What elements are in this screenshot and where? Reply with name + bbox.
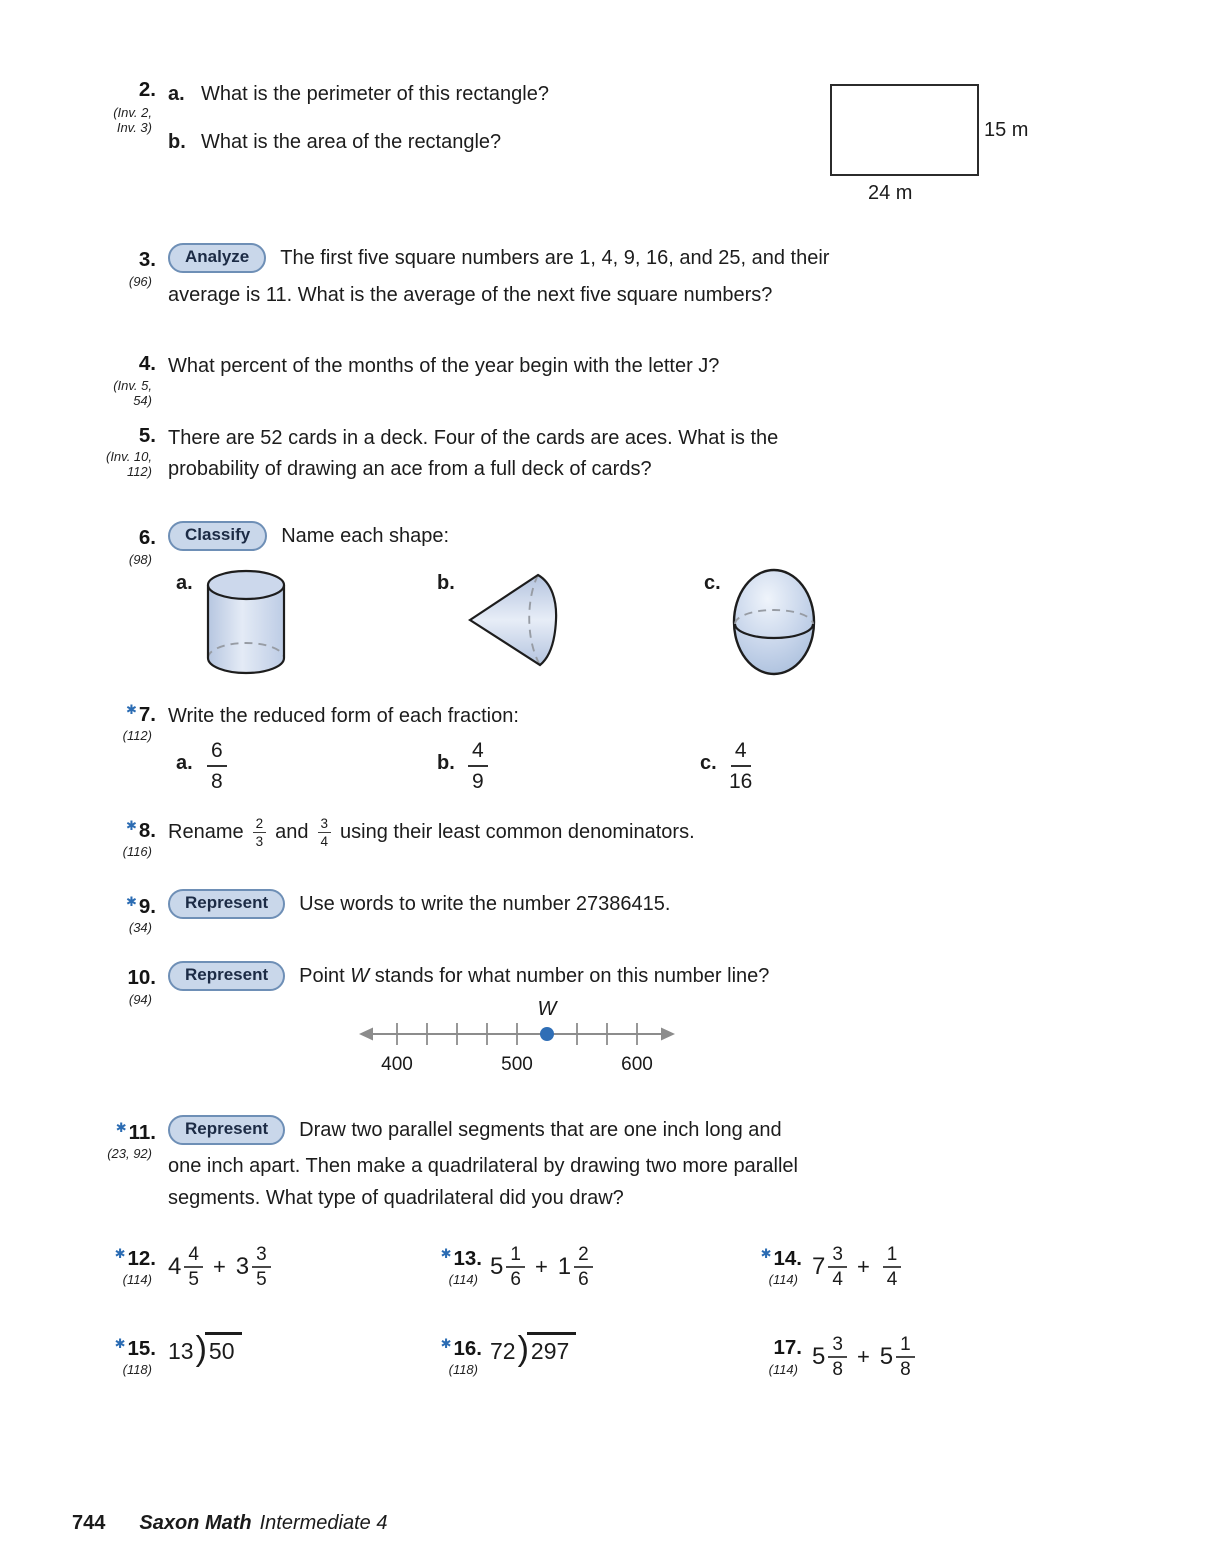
numerator: 4 [184, 1244, 203, 1268]
fraction-6-8 [207, 738, 227, 794]
problem-number-text: 6. [138, 526, 156, 549]
reference-line: (Inv. 2, [113, 105, 152, 120]
problem-5-reference [60, 449, 152, 479]
problem-text: using their least common denominators. [340, 821, 695, 843]
problem-number-text: 16. [453, 1337, 482, 1360]
problem-12-reference [60, 1272, 152, 1287]
problem-number-text: 5. [138, 424, 156, 447]
fraction-4-16 [729, 738, 752, 794]
part-label: b. [168, 131, 186, 153]
denominator: 8 [832, 1359, 843, 1380]
problem-text: one inch apart. Then make a quadrilateral by drawing two more parallel [168, 1155, 798, 1177]
cone-figure [468, 571, 558, 669]
reference-line: (98) [128, 552, 152, 567]
new-concept-asterisk: ✱ [440, 1336, 452, 1351]
rectangle-height-label: 15 m [984, 119, 1029, 141]
reference-line: (118) [122, 1362, 152, 1377]
division-bracket: ) [195, 1330, 207, 1368]
divisor: 13 [168, 1338, 194, 1364]
problem-6-reference [60, 552, 152, 567]
part-label: b. [437, 752, 455, 774]
problem-6-first-line [168, 521, 449, 551]
cylinder-figure [206, 568, 286, 676]
problem-17-expression [812, 1328, 915, 1386]
numerator: 3 [828, 1244, 847, 1268]
division-bracket: ) [517, 1330, 529, 1368]
whole-number: 4 [168, 1253, 182, 1280]
problem-text: There are 52 cards in a deck. Four of the cards are aces. What is the [168, 427, 779, 449]
reference-line: (118) [448, 1362, 478, 1377]
reference-line: Inv. 3) [116, 120, 152, 135]
problem-11-reference [60, 1146, 152, 1161]
mixed-number [168, 1244, 203, 1290]
numerator: 4 [731, 738, 751, 767]
problem-text: average is 11. What is the average of the next five square numbers? [168, 284, 773, 306]
fraction [506, 1244, 525, 1290]
new-concept-asterisk: ✱ [115, 1120, 127, 1135]
reference-line: 54) [133, 393, 152, 408]
whole-number: 5 [490, 1253, 504, 1280]
numerator: 3 [318, 816, 332, 833]
reference-line: (114) [448, 1272, 478, 1287]
denominator: 4 [832, 1269, 843, 1290]
problem-text: probability of drawing an ace from a full deck of cards? [168, 458, 652, 480]
problem-number-text: 14. [773, 1247, 802, 1270]
problem-text: Name each shape: [281, 525, 450, 547]
fraction [828, 1334, 847, 1380]
numerator: 2 [574, 1244, 593, 1268]
denominator: 5 [256, 1269, 267, 1290]
reference-line: (94) [128, 992, 152, 1007]
problem-2-number [60, 78, 156, 102]
problem-12-number [60, 1246, 156, 1271]
problem-17-number [706, 1336, 802, 1360]
whole-number: 1 [557, 1253, 572, 1280]
problem-text [299, 962, 769, 990]
rectangle-figure [830, 84, 979, 176]
page-footer [72, 1512, 387, 1535]
problem-10-reference [60, 992, 152, 1007]
book-title: Saxon Math [139, 1512, 252, 1534]
reference-line: (34) [128, 920, 152, 935]
problem-number-text: 4. [138, 352, 156, 375]
problem-7-number [60, 702, 156, 727]
problem-10-number [60, 966, 156, 990]
problem-11-number [60, 1120, 156, 1145]
fraction [252, 1244, 271, 1290]
problem-3-number [60, 248, 156, 272]
denominator: 5 [188, 1269, 199, 1290]
problem-7-reference [60, 728, 152, 743]
denominator: 6 [510, 1269, 521, 1290]
problem-8-number [60, 818, 156, 843]
fraction [574, 1244, 593, 1290]
numerator: 6 [207, 738, 227, 767]
sphere-figure [731, 567, 817, 677]
problem-14-expression [812, 1238, 901, 1296]
problem-13-reference [386, 1272, 478, 1287]
text-segment: Point [299, 965, 351, 987]
part-label: a. [176, 752, 193, 774]
numerator: 1 [883, 1244, 902, 1268]
problem-text: What is the area of the rectangle? [201, 131, 502, 153]
text-segment: stands for what number on this number line? [369, 965, 770, 987]
problem-text: Rename [168, 821, 244, 843]
problem-10-first-line [168, 961, 769, 991]
number-line-figure [357, 1000, 677, 1078]
fraction [184, 1244, 203, 1290]
problem-number-text: 11. [128, 1121, 156, 1144]
problem-16-number [386, 1336, 482, 1361]
problem-number-text: 10. [127, 966, 156, 989]
reference-line: (96) [128, 274, 152, 289]
fraction [828, 1244, 847, 1290]
reference-line: (23, 92) [107, 1146, 152, 1161]
problem-number-text: 13. [453, 1247, 482, 1270]
problem-4-reference [60, 378, 152, 408]
analyze-badge: Analyze [168, 243, 266, 273]
denominator: 4 [886, 1269, 898, 1290]
problem-number-text: 8. [138, 819, 156, 842]
problem-number-text: 3. [138, 248, 156, 271]
numerator: 3 [252, 1244, 271, 1268]
problem-3-first-line [168, 243, 829, 273]
part-label: a. [176, 572, 193, 594]
problem-number-text: 12. [127, 1247, 156, 1270]
problem-16-long-division [490, 1332, 576, 1366]
numerator: 4 [468, 738, 488, 767]
problem-9-number [60, 894, 156, 919]
new-concept-asterisk: ✱ [125, 818, 137, 833]
problem-text: What is the perimeter of this rectangle? [201, 83, 549, 105]
problem-12-expression [168, 1238, 271, 1296]
tick-label: 600 [621, 1054, 653, 1075]
mixed-number [812, 1244, 847, 1290]
problem-number-text: 2. [138, 78, 156, 101]
whole-number: 5 [812, 1343, 826, 1370]
numerator: 3 [828, 1334, 847, 1358]
new-concept-asterisk: ✱ [114, 1246, 126, 1261]
denominator: 4 [320, 833, 329, 849]
problem-15-number [60, 1336, 156, 1361]
problem-text: Draw two parallel segments that are one inch long and [299, 1119, 782, 1141]
plus-operator: + [212, 1254, 226, 1279]
part-label: a. [168, 83, 185, 105]
reference-line: (114) [768, 1272, 798, 1287]
mixed-number [880, 1334, 915, 1380]
problem-13-expression [490, 1238, 593, 1296]
tick-label: 400 [381, 1054, 413, 1075]
problem-text: The first five square numbers are 1, 4, 9, 16, and 25, and their [280, 247, 830, 269]
reference-line: (116) [122, 844, 152, 859]
problem-4-number [60, 352, 156, 376]
problem-text: Write the reduced form of each fraction: [168, 705, 519, 727]
problem-9-reference [60, 920, 152, 935]
problem-11-first-line [168, 1115, 782, 1145]
problem-3-reference [60, 274, 152, 289]
problem-16-reference [386, 1362, 478, 1377]
problem-number-text: 15. [127, 1337, 156, 1360]
problem-number-text: 9. [138, 895, 156, 918]
problem-5-number [60, 424, 156, 448]
denominator: 3 [255, 833, 264, 849]
new-concept-asterisk: ✱ [125, 894, 137, 909]
problem-15-long-division [168, 1332, 242, 1366]
mixed-number [236, 1244, 271, 1290]
tick-label: 500 [501, 1054, 533, 1075]
problem-2b [168, 128, 501, 156]
problem-number-text: 17. [773, 1336, 802, 1359]
problem-text: Use words to write the number 27386415. [299, 893, 671, 915]
new-concept-asterisk: ✱ [440, 1246, 452, 1261]
divisor: 72 [490, 1338, 516, 1364]
problem-13-number [386, 1246, 482, 1271]
reference-line: (Inv. 10, [105, 449, 152, 464]
denominator: 8 [900, 1359, 911, 1380]
denominator: 6 [578, 1269, 589, 1290]
problem-9-first-line [168, 889, 670, 919]
problem-text: What percent of the months of the year begin with the letter J? [168, 355, 720, 377]
reference-line: (112) [122, 728, 152, 743]
fraction-3-4 [318, 816, 332, 849]
denominator: 8 [211, 770, 223, 793]
mixed-number [812, 1334, 847, 1380]
numerator: 2 [253, 816, 267, 833]
problem-17-reference [706, 1362, 798, 1377]
fraction-2-3 [253, 816, 267, 849]
problem-text: and [275, 821, 309, 843]
part-label: b. [437, 572, 455, 594]
numerator: 1 [896, 1334, 915, 1358]
problem-number-text: 7. [138, 703, 156, 726]
mixed-number [558, 1244, 593, 1290]
plus-operator: + [856, 1344, 870, 1369]
problem-15-reference [60, 1362, 152, 1377]
numerator: 1 [506, 1244, 525, 1268]
fraction-4-9 [468, 738, 488, 794]
fraction [883, 1244, 902, 1290]
denominator: 9 [472, 770, 484, 793]
fraction [896, 1334, 915, 1380]
represent-badge: Represent [168, 889, 285, 919]
new-concept-asterisk: ✱ [125, 702, 137, 717]
reference-line: (114) [122, 1272, 152, 1287]
represent-badge: Represent [168, 1115, 285, 1145]
dividend: 297 [527, 1332, 576, 1364]
book-subtitle: Intermediate 4 [259, 1512, 388, 1534]
plus-operator: + [534, 1254, 548, 1279]
reference-line: (Inv. 5, [113, 378, 152, 393]
whole-number: 5 [879, 1343, 894, 1370]
point-w-label: W [537, 1000, 557, 1020]
rectangle-width-label: 24 m [868, 182, 913, 204]
dividend: 50 [205, 1332, 242, 1364]
point-w-dot [540, 1027, 554, 1041]
new-concept-asterisk: ✱ [760, 1246, 772, 1261]
mixed-number [490, 1244, 525, 1290]
whole-number: 3 [235, 1253, 250, 1280]
denominator: 16 [729, 770, 753, 793]
represent-badge: Represent [168, 961, 285, 991]
problem-2a [168, 80, 549, 108]
reference-line: 112) [126, 464, 152, 479]
plus-operator: + [856, 1254, 870, 1279]
classify-badge: Classify [168, 521, 267, 551]
fraction-only [880, 1244, 902, 1290]
problem-6-number [60, 526, 156, 550]
problem-2-reference [60, 105, 152, 135]
part-label: c. [700, 752, 717, 774]
problem-8-text [168, 808, 695, 856]
problem-text: segments. What type of quadrilateral did you draw? [168, 1187, 624, 1209]
page-number: 744 [72, 1512, 106, 1534]
reference-line: (114) [768, 1362, 798, 1377]
problem-8-reference [60, 844, 152, 859]
problem-14-number [706, 1246, 802, 1271]
problem-14-reference [706, 1272, 798, 1287]
part-label: c. [704, 572, 721, 594]
point-w-italic: W [350, 965, 370, 987]
whole-number: 7 [812, 1253, 826, 1280]
new-concept-asterisk: ✱ [114, 1336, 126, 1351]
